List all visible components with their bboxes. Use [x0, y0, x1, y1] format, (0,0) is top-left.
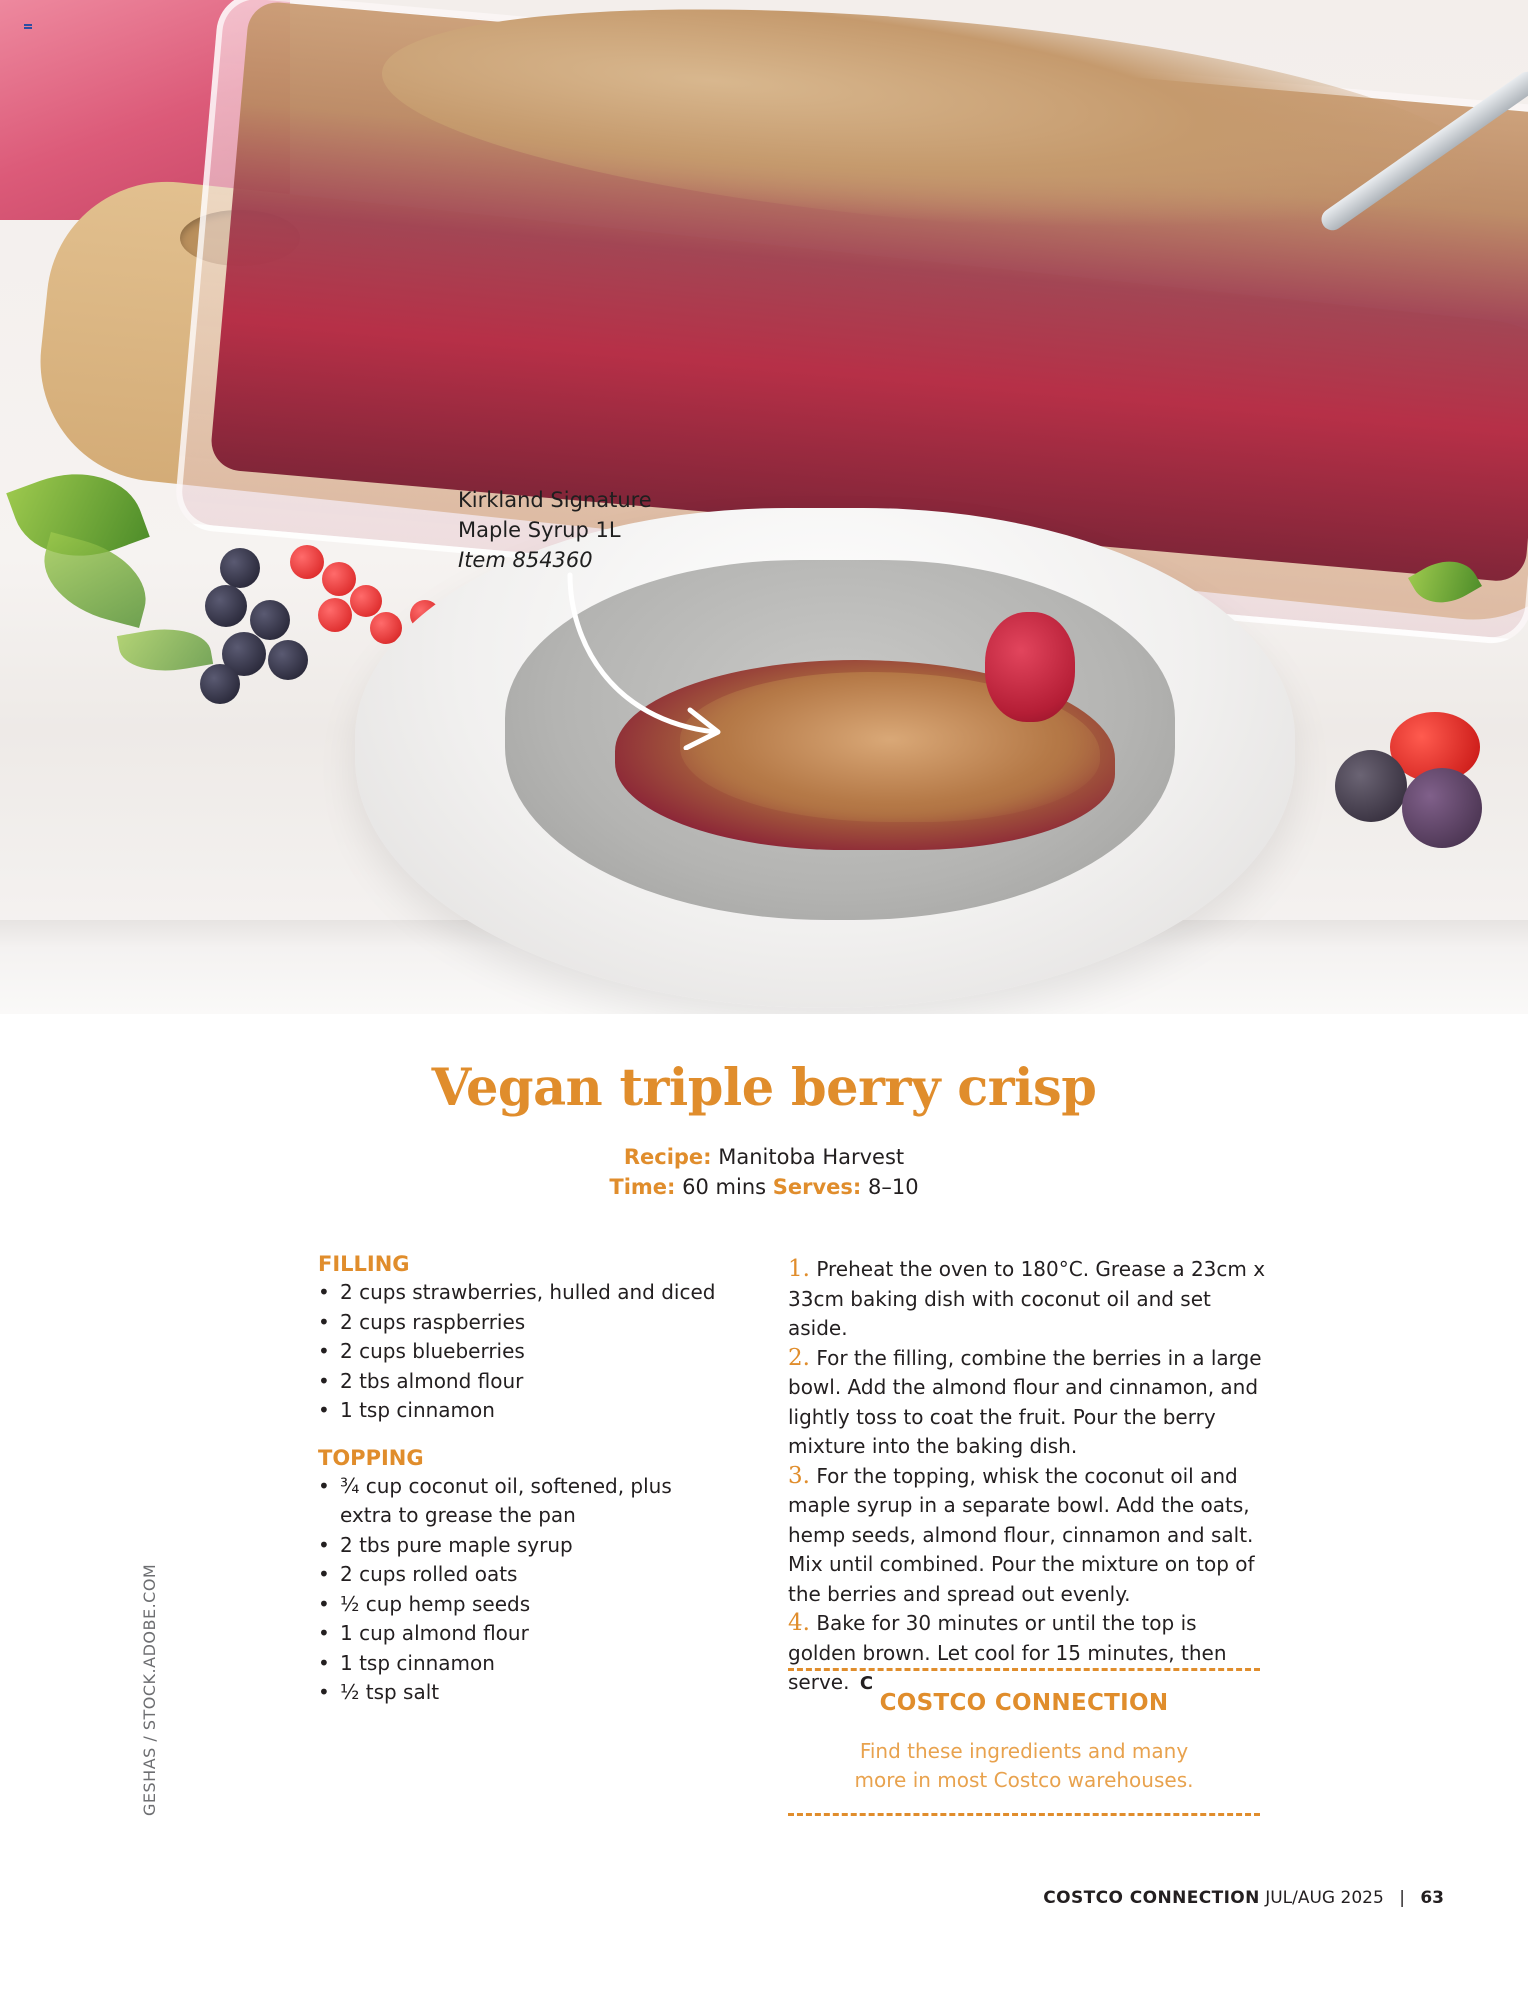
- filling-list: [318, 1278, 738, 1426]
- serves-label: Serves:: [772, 1175, 862, 1199]
- blackberry: [1335, 750, 1407, 822]
- list-item: • ½ tsp salt: [318, 1678, 738, 1708]
- blackcurrant: [268, 640, 308, 680]
- step-number: 1.: [788, 1256, 810, 1282]
- recipe-title: Vegan triple berry crisp: [431, 1058, 1097, 1118]
- costco-box-text: [788, 1737, 1260, 1795]
- leaf-garnish-left-2: [33, 532, 157, 628]
- blackcurrant: [250, 600, 290, 640]
- product-callout: [458, 485, 718, 575]
- recipe-source-value: Manitoba Harvest: [718, 1145, 905, 1169]
- end-mark-icon: C: [859, 1673, 874, 1694]
- redcurrant: [350, 585, 382, 617]
- list-item: • 1 tsp cinnamon: [318, 1649, 738, 1679]
- list-item: • 2 tbs pure maple syrup: [318, 1531, 738, 1561]
- costco-box-heading: COSTCO CONNECTION: [879, 1690, 1169, 1716]
- blackberry: [1402, 768, 1482, 848]
- callout-item-number: Item 854360: [458, 548, 593, 572]
- blackcurrant: [220, 548, 260, 588]
- menu-icon: [24, 24, 32, 30]
- footer-separator: |: [1399, 1888, 1405, 1908]
- costco-box-line: more in most Costco warehouses.: [854, 1768, 1194, 1792]
- serves-value: 8–10: [868, 1175, 919, 1199]
- step-number: 3.: [788, 1462, 810, 1489]
- list-item: • 1 cup almond flour: [318, 1619, 738, 1649]
- method-column: [788, 1255, 1268, 1699]
- footer-magazine: COSTCO CONNECTION: [1043, 1888, 1260, 1908]
- recipe-label: Recipe:: [623, 1145, 712, 1169]
- time-value: 60 mins: [682, 1175, 767, 1199]
- list-item: • 2 tbs almond flour: [318, 1367, 738, 1397]
- redcurrant: [290, 545, 324, 579]
- ingredients-column: [318, 1250, 738, 1708]
- leaf-garnish-left-3: [117, 621, 213, 680]
- filling-heading: FILLING: [318, 1252, 410, 1276]
- redcurrant: [322, 562, 356, 596]
- costco-box-line: Find these ingredients and many: [859, 1739, 1189, 1763]
- list-item: • 2 cups rolled oats: [318, 1560, 738, 1590]
- step-number: 2.: [788, 1344, 810, 1371]
- method-step: [788, 1255, 1268, 1344]
- list-item: • ¾ cup coconut oil, softened, plus extra to grease the pan: [318, 1472, 678, 1531]
- step-text: For the filling, combine the berries in a large bowl. Add the almond flour and cinnamon, and lightly toss to coat the fruit. Pour the berry mixture into the baking dish.: [788, 1345, 1262, 1458]
- redcurrant: [318, 598, 352, 632]
- callout-product-size: Maple Syrup 1L: [458, 518, 621, 542]
- raspberry: [985, 612, 1075, 722]
- method-step: [788, 1344, 1268, 1462]
- list-item: • ½ cup hemp seeds: [318, 1590, 738, 1620]
- recipe-source: [0, 1145, 1528, 1169]
- recipe-time-serves: [0, 1175, 1528, 1199]
- list-item: • 2 cups strawberries, hulled and diced: [318, 1278, 738, 1308]
- method-step: [788, 1609, 1268, 1699]
- step-text: For the topping, whisk the coconut oil and maple syrup in a separate bowl. Add the oats, hemp seeds, almond flour, cinnamon and salt. Mix until combined. Pour the mixture on top of the berries and spread out evenly.: [788, 1463, 1255, 1606]
- step-text: Bake for 30 minutes or until the top is golden brown. Let cool for 15 minutes, then serve.: [788, 1611, 1227, 1694]
- page-number: 63: [1420, 1888, 1444, 1908]
- photo-credit: GESHAS / STOCK.ADOBE.COM: [140, 1563, 159, 1816]
- step-number: 4.: [788, 1610, 810, 1636]
- list-item: • 2 cups blueberries: [318, 1337, 738, 1367]
- callout-arrow-icon: [550, 570, 740, 750]
- topping-list: [318, 1472, 738, 1708]
- divider-bottom: [788, 1813, 1260, 1816]
- page-footer: [1043, 1888, 1444, 1908]
- blackcurrant: [205, 585, 247, 627]
- callout-product-name: Kirkland Signature: [458, 488, 652, 512]
- list-item: • 2 cups raspberries: [318, 1308, 738, 1338]
- blackcurrant: [200, 664, 240, 704]
- method-step: [788, 1462, 1268, 1610]
- divider-top: [788, 1668, 1260, 1671]
- step-text: Preheat the oven to 180°C. Grease a 23cm x 33cm baking dish with coconut oil and set aside.: [788, 1257, 1266, 1340]
- footer-issue: JUL/AUG 2025: [1265, 1888, 1384, 1908]
- list-item: • 1 tsp cinnamon: [318, 1396, 738, 1426]
- topping-heading: TOPPING: [318, 1445, 424, 1470]
- time-label: Time:: [609, 1175, 676, 1199]
